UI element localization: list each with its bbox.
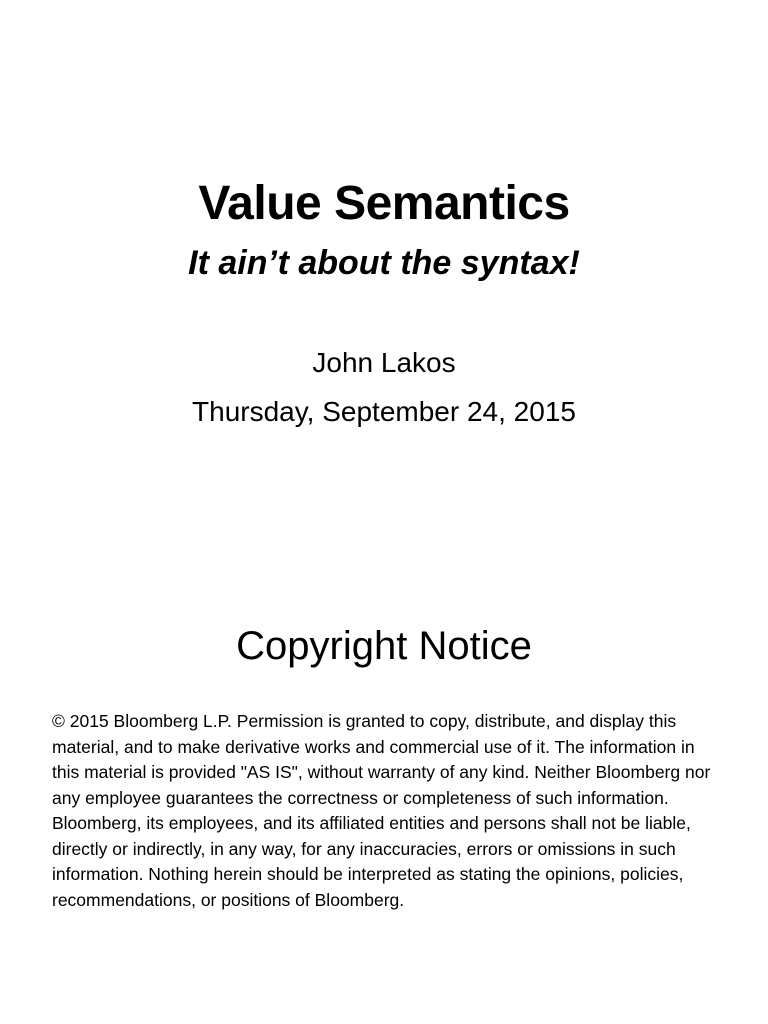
- presentation-date: Thursday, September 24, 2015: [192, 396, 576, 427]
- copyright-slide: [0, 512, 768, 1024]
- copyright-title: Copyright Notice: [236, 624, 532, 668]
- author-name: John Lakos: [312, 347, 456, 378]
- slide-title: Value Semantics: [198, 177, 570, 230]
- copyright-body: © 2015 Bloomberg L.P. Permission is granted to copy, distribute, and display this material, and to make derivative works and commercial use of it. The information in this material is provided "AS IS", without warranty of any kind. Neither Bloomberg nor any employee guarantees the correctness or completeness of such information. Bloomberg, its employees, and its affiliated entities and persons shall not be liable, directly or indirectly, in any way, for any inaccuracies, errors or omissions in such information. Nothing herein should be interpreted as stating the opinions, policies, recommendations, or positions of Bloomberg.: [52, 711, 711, 910]
- slide-subtitle: It ain’t about the syntax!: [188, 244, 580, 282]
